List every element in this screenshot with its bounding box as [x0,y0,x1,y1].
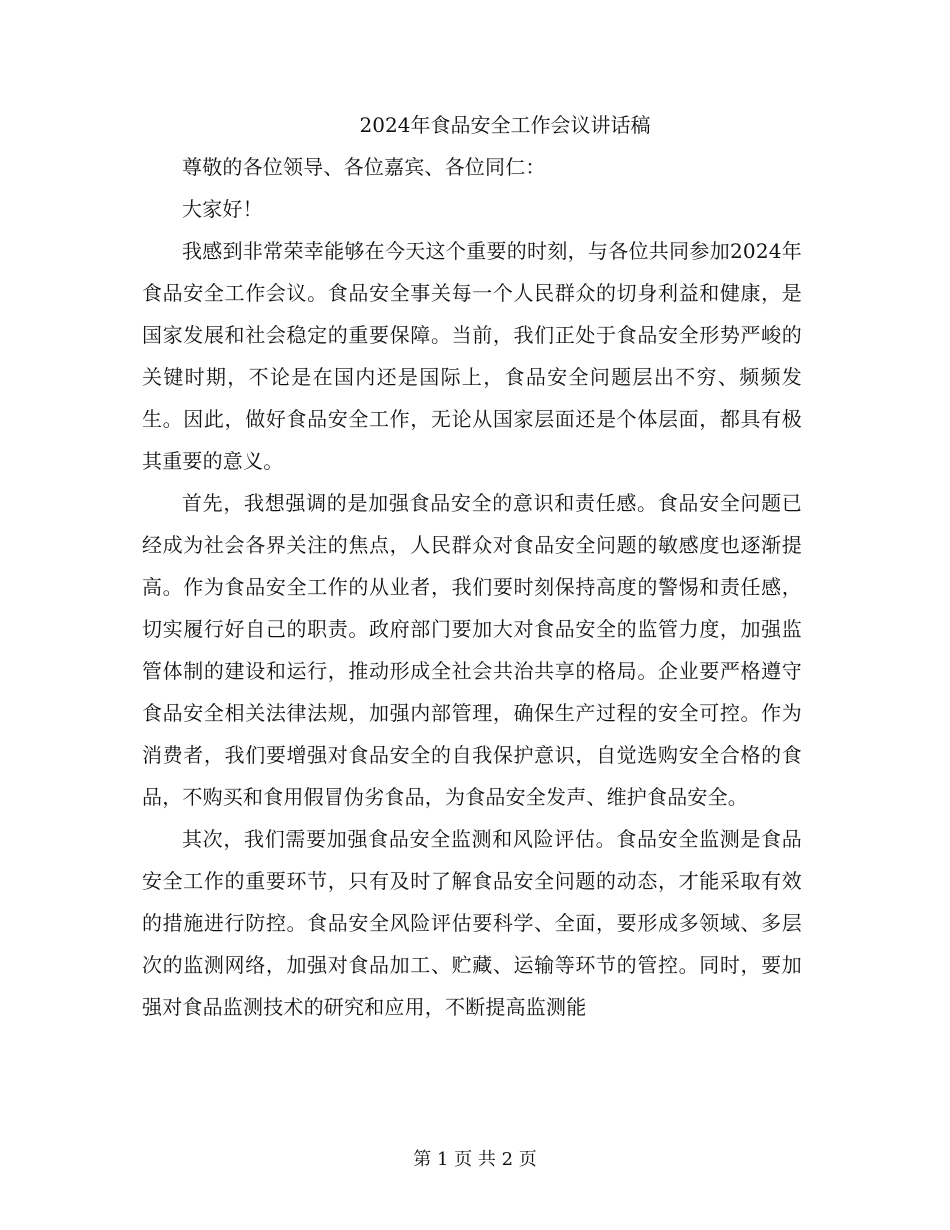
paragraph-3: 其次，我们需要加强食品安全监测和风险评估。食品安全监测是食品安全工作的重要环节，只有及时了解食品安全问题的动态，才能采取有效的措施进行防控。食品安全风险评估要科学、全面，要形成多领域、多层次的监测网络，加强对食品加工、贮藏、运输等环节的管控。同时，要加强对食品监测技术的研究和应用，不断提高监测能 [142,827,802,1019]
paragraph-2: 首先，我想强调的是加强食品安全的意识和责任感。食品安全问题已经成为社会各界关注的焦点，人民群众对食品安全问题的敏感度也逐渐提高。作为食品安全工作的从业者，我们要时刻保持高度的警惕和责任感，切实履行好自己的职责。政府部门要加大对食品安全的监管力度，加强监管体制的建设和运行，推动形成全社会共治共享的格局。企业要严格遵守食品安全相关法律法规，加强内部管理，确保生产过程的安全可控。作为消费者，我们要增强对食品安全的自我保护意识，自觉选购安全合格的食品，不购买和食用假冒伪劣食品，为食品安全发声、维护食品安全。 [142,491,802,809]
paragraph-1: 我感到非常荣幸能够在今天这个重要的时刻，与各位共同参加2024年食品安全工作会议。食品安全事关每一个人民群众的切身利益和健康，是国家发展和社会稳定的重要保障。当前，我们正处于食品安全形势严峻的关键时期，不论是在国内还是国际上，食品安全问题层出不穷、频频发生。因此，做好食品安全工作，无论从国家层面还是个体层面，都具有极其重要的意义。 [142,239,802,473]
page-number-footer: 第 1 页 共 2 页 [413,1149,537,1170]
document-body [142,146,802,1028]
greeting: 大家好！ [182,197,263,221]
salutation: 尊敬的各位领导、各位嘉宾、各位同仁： [182,155,546,179]
document-title: 2024年食品安全工作会议讲话稿 [359,113,651,137]
